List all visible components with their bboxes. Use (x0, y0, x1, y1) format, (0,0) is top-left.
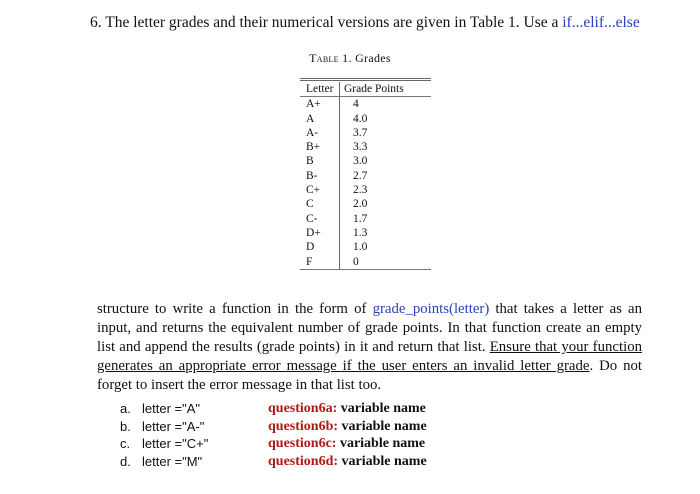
variable-name-item (268, 435, 427, 453)
letter-cell: F (300, 255, 340, 269)
grade-points-cell: 4 (353, 98, 359, 111)
letter-cell: A (300, 112, 340, 126)
question-id: question6a: (268, 401, 338, 416)
instructions-underlined: Ensure that your function generates an appropriate error message if the user enters an invalid letter grade (97, 339, 642, 374)
test-case-label: a. (120, 401, 131, 416)
test-case-value: letter ="A" (142, 401, 201, 416)
letter-cell: B+ (300, 140, 340, 154)
test-case-value: letter ="C+" (142, 436, 209, 451)
variable-name-item (268, 453, 427, 471)
grade-points-cell: 1.0 (353, 241, 368, 254)
table-row (300, 112, 431, 126)
question-id: question6b: (268, 418, 339, 434)
grade-points-cell: 3.7 (353, 126, 368, 139)
letter-cell: A- (300, 126, 340, 140)
table-caption-title: Grades (355, 51, 391, 65)
letter-cell: B- (300, 169, 340, 183)
test-case-label: c. (120, 436, 131, 451)
test-cases-list (120, 400, 208, 470)
table-row (300, 240, 431, 254)
question-id: question6c: (268, 436, 337, 451)
table-row (300, 183, 431, 197)
variable-names-list (268, 400, 427, 470)
table-caption-label: Table 1. (309, 51, 352, 65)
table-row (300, 97, 431, 111)
question-number: 6. (90, 14, 102, 31)
table-row (300, 154, 431, 168)
test-case-label: d. (120, 453, 131, 469)
variable-name-desc: variable name (341, 418, 427, 434)
header-letter: Letter (300, 82, 340, 96)
header-grade-points: Grade Points (344, 83, 404, 95)
grades-table-header (300, 81, 431, 97)
letter-cell: B (300, 154, 340, 168)
test-case-item (120, 400, 208, 418)
letter-cell: A+ (300, 97, 340, 111)
instructions-part-1: structure to write a function in the form of (97, 301, 367, 317)
grade-points-cell: 1.3 (353, 226, 368, 239)
grade-points-cell: 2.7 (353, 169, 368, 182)
variable-name-item (268, 400, 427, 418)
question-heading (90, 14, 640, 32)
grades-table-body (300, 97, 431, 269)
grade-points-cell: 1.7 (353, 212, 368, 225)
control-structure-code: if...elif...else (562, 14, 640, 31)
variable-name-desc: variable name (341, 453, 427, 469)
letter-cell: C (300, 197, 340, 211)
test-case-item (120, 435, 208, 453)
test-case-value: letter ="M" (142, 453, 203, 469)
table-row (300, 255, 431, 269)
variable-name-item (268, 418, 427, 436)
grade-points-cell: 3.3 (353, 141, 368, 154)
table-row (300, 212, 431, 226)
test-case-label: b. (120, 418, 131, 434)
question-intro-text: The letter grades and their numerical versions are given in Table 1. Use a (105, 14, 559, 31)
question-id: question6d: (268, 453, 339, 469)
test-case-item (120, 418, 208, 436)
table-row (300, 140, 431, 154)
table-row (300, 126, 431, 140)
letter-cell: C- (300, 212, 340, 226)
letter-cell: C+ (300, 183, 340, 197)
grade-points-cell: 3.0 (353, 155, 368, 168)
grade-points-cell: 2.0 (353, 198, 368, 211)
function-signature-code: grade_points(letter) (372, 301, 490, 317)
table-row (300, 197, 431, 211)
variable-name-desc: variable name (340, 401, 426, 416)
instructions-paragraph (97, 300, 642, 395)
instructions-part-3: . Do not forget to insert the error message in that list too. (97, 358, 643, 393)
grades-table (300, 78, 431, 270)
letter-cell: D (300, 240, 340, 254)
grade-points-cell: 2.3 (353, 184, 368, 197)
test-case-item (120, 453, 208, 471)
grade-points-cell: 4.0 (353, 112, 368, 125)
table-row (300, 169, 431, 183)
table-caption (0, 51, 700, 66)
table-row (300, 226, 431, 240)
letter-cell: D+ (300, 226, 340, 240)
instructions-part-2: that takes a letter as an input, and returns the equivalent number of grade points. In that function create an empty list and append the results (grade points) in it and return that list. (97, 301, 643, 355)
grade-points-cell: 0 (353, 255, 359, 268)
variable-name-desc: variable name (339, 436, 426, 451)
test-case-value: letter ="A-" (142, 418, 205, 434)
